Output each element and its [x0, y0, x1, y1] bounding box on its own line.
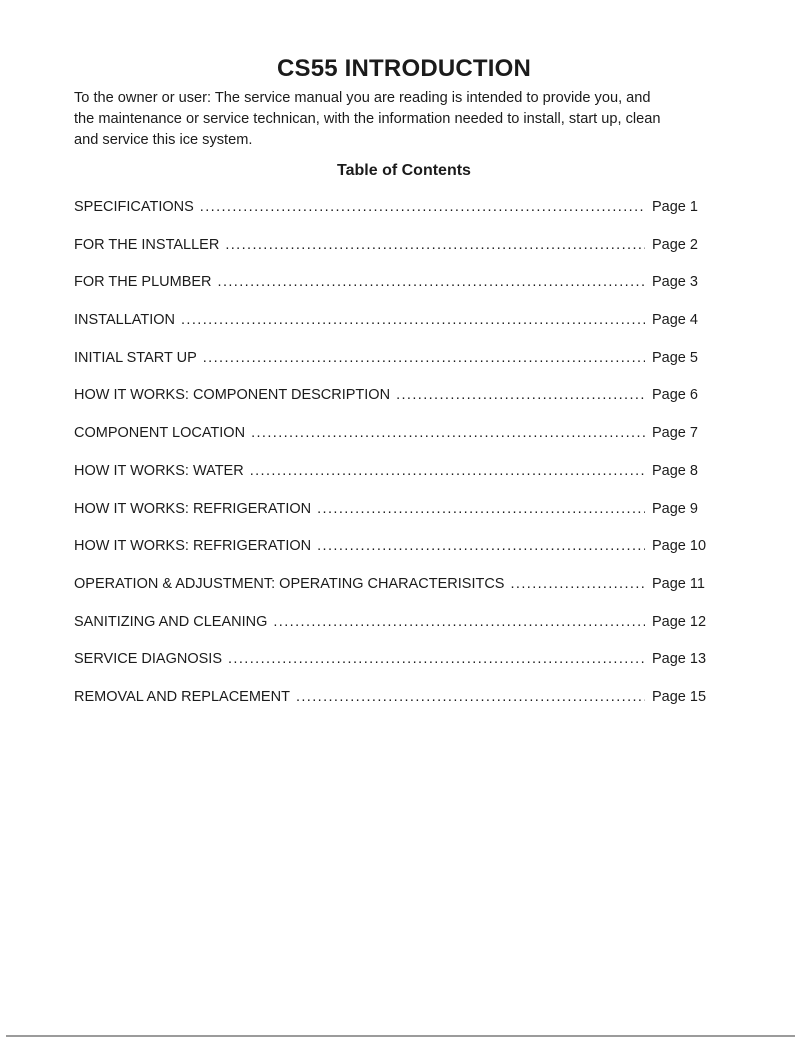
- toc-entry-page: Page 6: [652, 387, 698, 404]
- toc-entry: [74, 538, 708, 554]
- toc-entry-page: Page 13: [652, 651, 707, 668]
- page-title: CS55 INTRODUCTION: [276, 55, 532, 82]
- toc-dot-leader: [181, 312, 645, 328]
- intro-paragraph: [74, 88, 734, 151]
- toc-dot-leader: [228, 651, 645, 667]
- toc-heading: Table of Contents: [337, 162, 471, 179]
- toc-entry-page: Page 2: [652, 236, 698, 253]
- toc-dot-leader: [200, 199, 645, 215]
- document-page: [74, 0, 734, 727]
- intro-paragraph-line: and service this ice system.: [74, 132, 253, 148]
- toc-entry-label: REMOVAL AND REPLACEMENT: [74, 688, 290, 705]
- toc-entry-page: Page 15: [652, 688, 707, 705]
- toc-dot-leader: [510, 576, 645, 592]
- toc-dot-leader: [251, 425, 645, 441]
- toc-entry-page: Page 12: [652, 613, 707, 630]
- toc-entry-page: Page 11: [652, 575, 705, 592]
- toc-entry-page: Page 10: [652, 538, 707, 555]
- toc-entry: [74, 501, 708, 517]
- toc-entry-label: COMPONENT LOCATION: [74, 425, 246, 442]
- toc-entry-label: HOW IT WORKS: COMPONENT DESCRIPTION: [74, 387, 391, 404]
- toc-entry-label: SPECIFICATIONS: [74, 199, 194, 215]
- toc-dot-leader: [396, 387, 645, 403]
- toc-entry-label: FOR THE INSTALLER: [74, 236, 220, 253]
- toc-entry-label: HOW IT WORKS: REFRIGERATION: [74, 538, 312, 555]
- toc-entry-page: Page 9: [652, 500, 698, 517]
- toc-entry-label: INSTALLATION: [74, 312, 175, 329]
- toc-dot-leader: [218, 274, 645, 290]
- toc-entry-label: HOW IT WORKS: WATER: [74, 462, 244, 479]
- toc-entry: [74, 237, 708, 253]
- toc-dot-leader: [250, 463, 645, 479]
- toc-entry: [74, 576, 708, 592]
- toc-entry-page: Page 5: [652, 349, 698, 366]
- toc-dot-leader: [273, 614, 645, 630]
- toc-entry-label: INITIAL START UP: [74, 349, 197, 366]
- toc-entry-label: OPERATION & ADJUSTMENT: OPERATING CHARACTERISITCS: [74, 575, 505, 592]
- toc-entry-page: Page 4: [652, 312, 698, 329]
- toc-entry: [74, 199, 708, 215]
- toc-entry-page: Page 3: [652, 274, 698, 291]
- toc-entry-page: Page 7: [652, 425, 698, 442]
- toc-entry: [74, 651, 708, 667]
- toc-dot-leader: [296, 689, 645, 705]
- table-of-contents: [74, 199, 734, 705]
- toc-entry-page: Page 1: [652, 199, 698, 215]
- toc-entry-page: Page 8: [652, 462, 698, 479]
- intro-paragraph-line: the maintenance or service technican, with the information needed to install, start up, clean: [74, 111, 661, 127]
- toc-dot-leader: [317, 501, 645, 517]
- toc-entry: [74, 387, 708, 403]
- toc-entry-label: SERVICE DIAGNOSIS: [74, 651, 222, 668]
- toc-entry: [74, 274, 708, 290]
- toc-entry-label: FOR THE PLUMBER: [74, 274, 212, 291]
- intro-paragraph-line: To the owner or user: The service manual you are reading is intended to provide you, and: [74, 90, 651, 106]
- toc-entry: [74, 614, 708, 630]
- toc-dot-leader: [203, 350, 645, 366]
- bottom-rule: [6, 1035, 795, 1037]
- toc-dot-leader: [225, 237, 645, 253]
- toc-entry: [74, 425, 708, 441]
- toc-entry: [74, 312, 708, 328]
- toc-entry: [74, 350, 708, 366]
- toc-entry-label: HOW IT WORKS: REFRIGERATION: [74, 500, 312, 517]
- toc-dot-leader: [317, 538, 645, 554]
- toc-entry: [74, 689, 708, 705]
- toc-entry-label: SANITIZING AND CLEANING: [74, 613, 268, 630]
- toc-entry: [74, 463, 708, 479]
